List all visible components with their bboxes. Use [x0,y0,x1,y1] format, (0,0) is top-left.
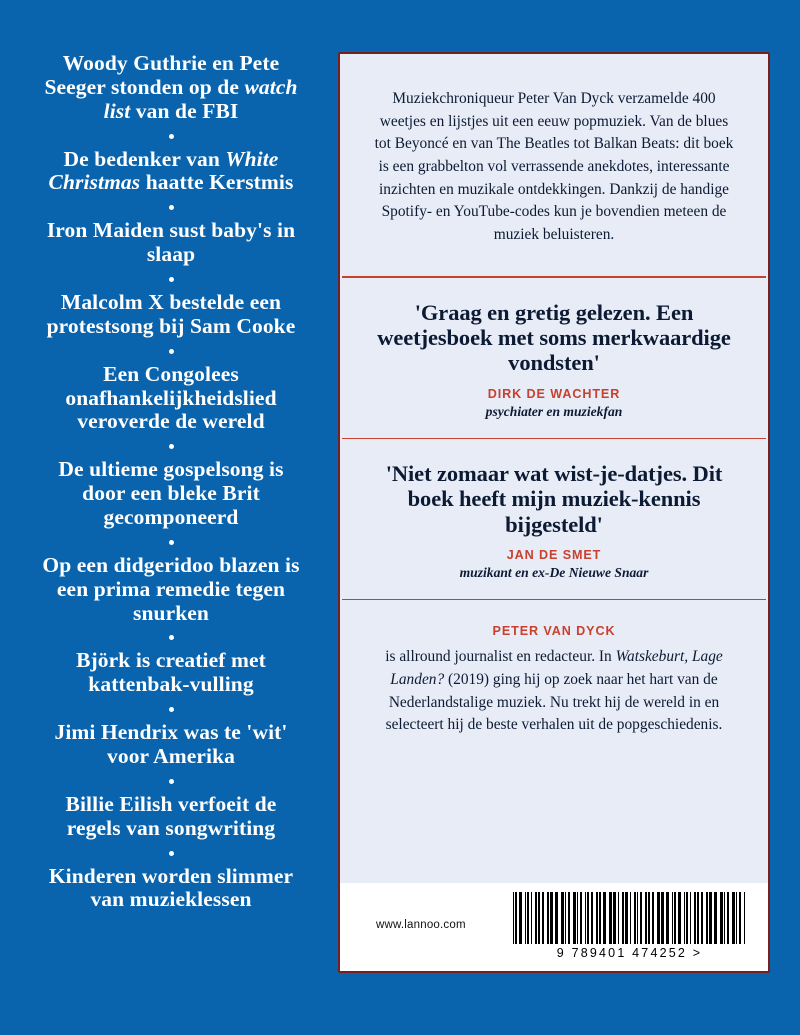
fact-item: Woody Guthrie en Pete Seeger stonden op de watch list van de FBI [44,51,298,123]
barcode-bar [645,892,647,944]
barcode-bar [666,892,669,944]
barcode-digits: 9 789401 474252 > [556,946,703,960]
bullet-dot [169,707,174,712]
barcode-bar [515,892,517,944]
barcode-bar [618,892,619,944]
publisher-website[interactable]: www.lannoo.com [376,919,466,931]
barcode-bar [561,892,564,944]
barcode-bar [547,892,549,944]
barcode-bar [672,892,673,944]
author-name: PETER VAN DYCK [492,624,616,639]
fact-item: De bedenker van White Christmas haatte Kerstmis [48,146,294,195]
barcode-bar [542,892,544,944]
fact-item: Malcolm X bestelde een protestsong bij Sam Cooke [46,290,296,338]
barcode-bar [573,892,576,944]
barcode-bar [525,892,526,944]
facts-column [0,0,330,1035]
fact-item: Een Congolees onafhankelijkheidslied veroverde de wereld [65,361,277,434]
cover-column [330,0,800,1035]
barcode-bar [637,892,638,944]
barcode-bar [652,892,654,944]
author-bio: is allround journalist en redacteur. In Watskeburt, Lage Landen? (2019) ging hij op zoek naar het hart van de Nederlandstalige muziek. Nu trekt hij de wereld in en selecteert hij de beste verhalen uit de popgeschiedenis. [385,648,723,734]
barcode-bar [690,892,691,944]
barcode-bar [657,892,660,944]
quote-author: DIRK DE WACHTER [487,386,621,401]
cover-card [338,52,770,973]
cover-footer [340,883,768,971]
bullet-dot [169,444,174,449]
barcode-bar [531,892,532,944]
barcode-bar [519,892,522,944]
fact-item: Op een didgeridoo blazen is een prima remedie tegen snurken [42,552,300,625]
barcode-bar [603,892,606,944]
bullet-dot [169,205,174,210]
quote-role: psychiater en muziekfan [485,403,623,419]
barcode-bar [697,892,699,944]
quote-text: 'Niet zomaar wat wist-je-datjes. Dit boek heeft mijn muziek-kennis bijgesteld' [385,461,723,537]
barcode-bar [630,892,631,944]
barcode-bar [599,892,601,944]
barcode-bar [550,892,553,944]
barcode-bar [706,892,708,944]
barcode-bar [587,892,589,944]
barcode-bar [577,892,578,944]
quote-author: JAN DE SMET [506,547,602,562]
barcode-bar [613,892,616,944]
barcode-bar [686,892,688,944]
fact-item: Björk is creatief met kattenbak-vulling [76,648,266,697]
barcode-bar [732,892,735,944]
author-block [340,600,768,883]
barcode-bar [596,892,598,944]
barcode-bar [684,892,685,944]
barcode-bar [580,892,582,944]
barcode-bar [714,892,717,944]
barcode-bar [701,892,703,944]
barcode-bar [568,892,570,944]
barcode-bar [625,892,628,944]
barcode-bar [709,892,712,944]
fact-item: Billie Eilish verfoeit de regels van songwriting [65,791,277,840]
barcode-bar [674,892,676,944]
barcode-bar [513,892,514,944]
quote-text: 'Graag en gretig gelezen. Een weetjesboek met soms merkwaardige vondsten' [377,300,731,376]
fact-item: Iron Maiden sust baby's in slaap [46,218,296,267]
barcode-bar [634,892,636,944]
fact-item: Kinderen worden slimmer van muzieklessen [48,863,294,912]
barcode-bar [609,892,612,944]
barcode-bar [555,892,558,944]
barcode-bar [565,892,566,944]
fact-item: Jimi Hendrix was te 'wit' voor Amerika [54,720,288,769]
barcode-bar [720,892,723,944]
bullet-dot [169,349,174,354]
barcode-bar [739,892,741,944]
fact-item: De ultieme gospelsong is door een bleke Brit gecomponeerd [58,457,284,530]
barcode-bar [585,892,586,944]
barcode-bar [661,892,664,944]
bullet-dot [169,851,174,856]
barcode-bar [678,892,681,944]
barcode-bar [694,892,696,944]
barcode-bar [622,892,624,944]
barcode-bar [538,892,540,944]
barcode-bar [527,892,529,944]
barcode-bars [513,892,746,944]
barcode-bar [724,892,725,944]
barcode [513,892,746,962]
quote-block-1 [340,278,768,438]
bullet-dot [169,277,174,282]
bullet-dot [169,540,174,545]
barcode-bar [648,892,650,944]
bullet-dot [169,779,174,784]
book-blurb: Muziekchroniqueur Peter Van Dyck verzamelde 400 weetjes en lijstjes uit een eeuw popmuziek. Van de blues tot Beyoncé en van The Beatles tot Balkan Beats: dit boek is een grabbelton vol verrassende anekdotes, interessante inzichten en muzikale ontdekkingen. Dankzij de handige Spotify- en YouTube-codes kun je bovendien meteen de muziek beluisteren. [374,90,734,243]
quote-role: muzikant en ex-De Nieuwe Snaar [459,564,649,580]
quote-block-2 [340,439,768,599]
barcode-bar [736,892,737,944]
barcode-bar [727,892,729,944]
barcode-bar [591,892,593,944]
barcode-bar [535,892,537,944]
barcode-bar [744,892,745,944]
barcode-bar [640,892,642,944]
bullet-dot [169,134,174,139]
bullet-dot [169,635,174,640]
